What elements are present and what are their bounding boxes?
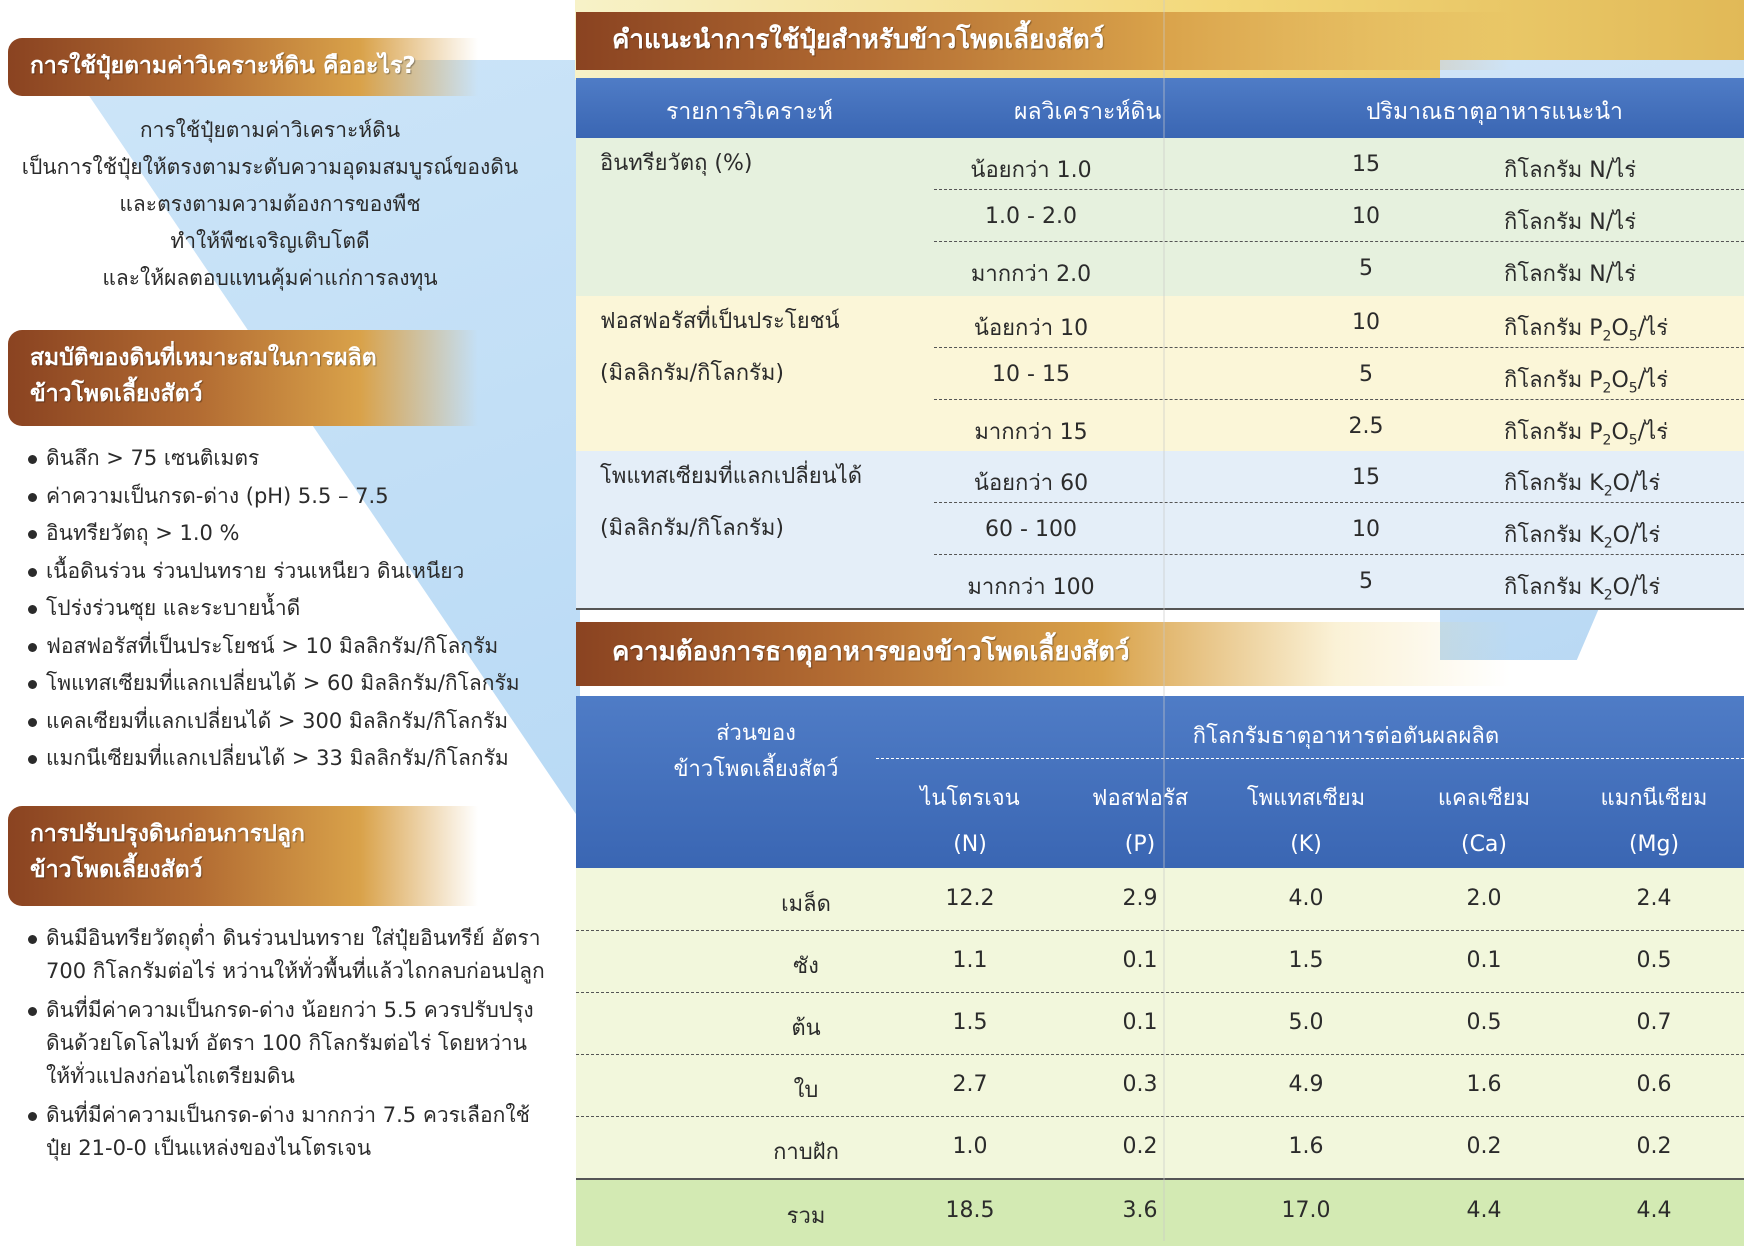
table-row [576, 451, 1744, 503]
header-text: โพแทสเซียม [1246, 786, 1366, 811]
table-row [576, 348, 1744, 400]
value-p: 3.6 [1122, 1198, 1158, 1223]
value-p: 0.1 [1122, 948, 1158, 973]
fertilizer-table-header [576, 78, 1744, 138]
list-item: อินทรียวัตถุ > 1.0 % [28, 515, 548, 553]
value-ca: 0.2 [1466, 1134, 1502, 1159]
intro-line: เป็นการใช้ปุ๋ยให้ตรงตามระดับความอุดมสมบูรณ์ของดิน [21, 155, 519, 179]
soil-result: มากกว่า 2.0 [970, 262, 1092, 287]
soil-result: มากกว่า 100 [967, 575, 1095, 600]
table-row [576, 503, 1744, 555]
value-mg: 0.6 [1636, 1072, 1672, 1097]
intro-line: การใช้ปุ๋ยตามค่าวิเคราะห์ดิน [139, 118, 401, 142]
table-row [576, 555, 1744, 607]
soil-result: น้อยกว่า 10 [973, 316, 1089, 341]
analysis-label: (มิลลิกรัม/กิโลกรัม) [600, 516, 784, 541]
section-title-nutrient-requirement [576, 622, 1744, 686]
column-header: ผลวิเคราะห์ดิน [1014, 99, 1162, 125]
soil-result: 1.0 - 2.0 [985, 204, 1077, 229]
soil-improvement-list [28, 922, 548, 1165]
table-row [576, 992, 1744, 1055]
intro-line: และตรงตามความต้องการของพืช [119, 192, 421, 216]
value-mg: 0.7 [1636, 1010, 1672, 1035]
value-k: 4.0 [1288, 886, 1324, 911]
list-item: เนื้อดินร่วน ร่วนปนทราย ร่วนเหนียว ดินเหนียว [28, 553, 548, 591]
analysis-label: (มิลลิกรัม/กิโลกรัม) [600, 361, 784, 386]
nutrient-table-header [576, 696, 1744, 868]
plant-part: เมล็ด [781, 892, 831, 917]
value-k: 5.0 [1288, 1010, 1324, 1035]
table-row [576, 1054, 1744, 1117]
table-row-group [576, 138, 1744, 298]
recommended-amount: 5 [1359, 362, 1373, 387]
table-row [576, 138, 1744, 190]
table-row [576, 930, 1744, 993]
section-title-text: สมบัติของดินที่เหมาะสมในการผลิต [30, 345, 377, 371]
analysis-label: ฟอสฟอรัสที่เป็นประโยชน์ [600, 309, 840, 334]
soil-result: น้อยกว่า 60 [973, 471, 1089, 496]
section-title-text: ข้าวโพดเลี้ยงสัตว์ [30, 857, 203, 883]
value-p: 0.1 [1122, 1010, 1158, 1035]
table-row [576, 1116, 1744, 1178]
header-text: ฟอสฟอรัส [1091, 786, 1189, 811]
fertilizer-table [576, 138, 1744, 610]
section-title-text: ความต้องการธาตุอาหารของข้าวโพดเลี้ยงสัตว์ [612, 637, 1130, 667]
intro-paragraph [10, 112, 530, 297]
header-text: ข้าวโพดเลี้ยงสัตว์ [673, 757, 839, 782]
value-n: 12.2 [945, 886, 995, 911]
amount-unit: กิโลกรัม $P_2O_5/$ไร่ [1504, 420, 1669, 449]
value-n: 1.1 [952, 948, 988, 973]
plant-part: ต้น [791, 1016, 821, 1041]
header-text: ส่วนของ [716, 721, 796, 746]
analysis-label: โพแทสเซียมที่แลกเปลี่ยนได้ [600, 464, 863, 489]
value-mg: 0.5 [1636, 948, 1672, 973]
value-ca: 2.0 [1466, 886, 1502, 911]
plant-part: กาบฝัก [773, 1140, 839, 1165]
value-ca: 4.4 [1466, 1198, 1502, 1223]
value-mg: 0.2 [1636, 1134, 1672, 1159]
value-p: 2.9 [1122, 886, 1158, 911]
soil-result: 60 - 100 [985, 517, 1077, 542]
list-item: ดินที่มีค่าความเป็นกรด-ด่าง น้อยกว่า 5.5 ควรปรับปรุงดินด้วยโดโลไมท์ อัตรา 100 กิโลกรัมต่อไร่ โดยหว่านให้ทั่วแปลงก่อนไถเตรียมดิน [28, 994, 546, 1093]
list-item: ค่าความเป็นกรด-ด่าง (pH) 5.5 – 7.5 [28, 478, 548, 516]
amount-unit: กิโลกรัม N/ไร่ [1504, 210, 1637, 235]
amount-unit: กิโลกรัม N/ไร่ [1504, 262, 1637, 287]
list-item: ดินมีอินทรียวัตถุต่ำ ดินร่วนปนทราย ใส่ปุ๋ยอินทรีย์ อัตรา 700 กิโลกรัมต่อไร่ หว่านให้ทั่วพื้นที่แล้วไถกลบก่อนปลูก [28, 922, 546, 988]
section-title-text: ข้าวโพดเลี้ยงสัตว์ [30, 381, 203, 407]
table-row [576, 400, 1744, 452]
table-row [576, 296, 1744, 348]
section-title-soil-properties [8, 330, 478, 426]
value-k: 4.9 [1288, 1072, 1324, 1097]
table-row-group [576, 296, 1744, 453]
recommended-amount: 5 [1359, 569, 1373, 594]
value-ca: 1.6 [1466, 1072, 1502, 1097]
value-mg: 4.4 [1636, 1198, 1672, 1223]
header-text: (N) [953, 832, 987, 857]
table-row [576, 190, 1744, 242]
value-n: 18.5 [945, 1198, 995, 1223]
value-p: 0.3 [1122, 1072, 1158, 1097]
recommended-amount: 10 [1352, 517, 1380, 542]
value-k: 1.6 [1288, 1134, 1324, 1159]
value-ca: 0.1 [1466, 948, 1502, 973]
amount-unit: กิโลกรัม $K_2O/$ไร่ [1504, 575, 1661, 604]
plant-part: ใบ [793, 1078, 819, 1103]
nutrient-table [576, 868, 1744, 1241]
section-title-fertilizer [576, 12, 1744, 70]
list-item: ดินลึก > 75 เซนติเมตร [28, 440, 548, 478]
amount-unit: กิโลกรัม $P_2O_5/$ไร่ [1504, 368, 1669, 397]
soil-result: 10 - 15 [992, 362, 1070, 387]
amount-unit: กิโลกรัม N/ไร่ [1504, 158, 1637, 183]
column-header-part [606, 716, 906, 788]
soil-properties-list [28, 440, 548, 778]
table-row-total [576, 1178, 1744, 1246]
intro-line: และให้ผลตอบแทนคุ้มค่าแก่การลงทุน [102, 266, 438, 290]
header-text: แคลเซียม [1437, 786, 1531, 811]
plant-part: รวม [786, 1204, 826, 1229]
recommended-amount: 15 [1352, 152, 1380, 177]
analysis-label: อินทรียวัตถุ (%) [600, 151, 753, 176]
value-p: 0.2 [1122, 1134, 1158, 1159]
value-n: 1.5 [952, 1010, 988, 1035]
list-item: ฟอสฟอรัสที่เป็นประโยชน์ > 10 มิลลิกรัม/กิโลกรัม [28, 628, 548, 666]
recommended-amount: 10 [1352, 310, 1380, 335]
column-header-potassium [1206, 776, 1406, 868]
value-k: 17.0 [1281, 1198, 1331, 1223]
header-text: (K) [1290, 832, 1322, 857]
recommended-amount: 5 [1359, 256, 1373, 281]
list-item: ดินที่มีค่าความเป็นกรด-ด่าง มากกว่า 7.5 ควรเลือกใช้ปุ๋ย 21-0-0 เป็นแหล่งของไนโตรเจน [28, 1099, 546, 1165]
value-mg: 2.4 [1636, 886, 1672, 911]
amount-unit: กิโลกรัม $K_2O/$ไร่ [1504, 471, 1661, 500]
value-k: 1.5 [1288, 948, 1324, 973]
header-text: (Mg) [1628, 832, 1680, 857]
value-ca: 0.5 [1466, 1010, 1502, 1035]
table-row-group [576, 451, 1744, 610]
section-title-soil-improvement [8, 806, 478, 906]
list-item: โปร่งร่วนซุย และระบายน้ำดี [28, 590, 548, 628]
header-text: (P) [1124, 832, 1156, 857]
column-header-span: กิโลกรัมธาตุอาหารต่อตันผลผลิต [1192, 724, 1500, 749]
value-n: 1.0 [952, 1134, 988, 1159]
recommended-amount: 10 [1352, 204, 1380, 229]
section-title-what-is [8, 38, 478, 96]
amount-unit: กิโลกรัม $P_2O_5/$ไร่ [1504, 316, 1669, 345]
table-row [576, 242, 1744, 294]
value-n: 2.7 [952, 1072, 988, 1097]
section-title-text: การปรับปรุงดินก่อนการปลูก [30, 821, 305, 847]
recommended-amount: 15 [1352, 465, 1380, 490]
header-text: ไนโตรเจน [920, 786, 1020, 811]
list-item: แคลเซียมที่แลกเปลี่ยนได้ > 300 มิลลิกรัม/กิโลกรัม [28, 703, 548, 741]
soil-result: น้อยกว่า 1.0 [970, 158, 1092, 183]
list-item: แมกนีเซียมที่แลกเปลี่ยนได้ > 33 มิลลิกรัม/กิโลกรัม [28, 740, 548, 778]
amount-unit: กิโลกรัม $K_2O/$ไร่ [1504, 523, 1661, 552]
section-title-text: คำแนะนำการใช้ปุ๋ยสำหรับข้าวโพดเลี้ยงสัตว์ [612, 25, 1105, 55]
list-item: โพแทสเซียมที่แลกเปลี่ยนได้ > 60 มิลลิกรัม/กิโลกรัม [28, 665, 548, 703]
fold-line [1163, 0, 1165, 1241]
column-header: รายการวิเคราะห์ [666, 99, 833, 125]
recommended-amount: 2.5 [1348, 414, 1384, 439]
header-text: แมกนีเซียม [1600, 786, 1708, 811]
section-title-text: การใช้ปุ๋ยตามค่าวิเคราะห์ดิน คืออะไร? [30, 53, 416, 79]
table-row [576, 868, 1744, 931]
soil-result: มากกว่า 15 [974, 420, 1088, 445]
column-header-magnesium [1554, 776, 1744, 868]
column-header: ปริมาณธาตุอาหารแนะนำ [1366, 99, 1623, 125]
intro-line: ทำให้พืชเจริญเติบโตดี [170, 229, 370, 253]
header-text: (Ca) [1460, 832, 1507, 857]
plant-part: ซัง [793, 954, 819, 979]
